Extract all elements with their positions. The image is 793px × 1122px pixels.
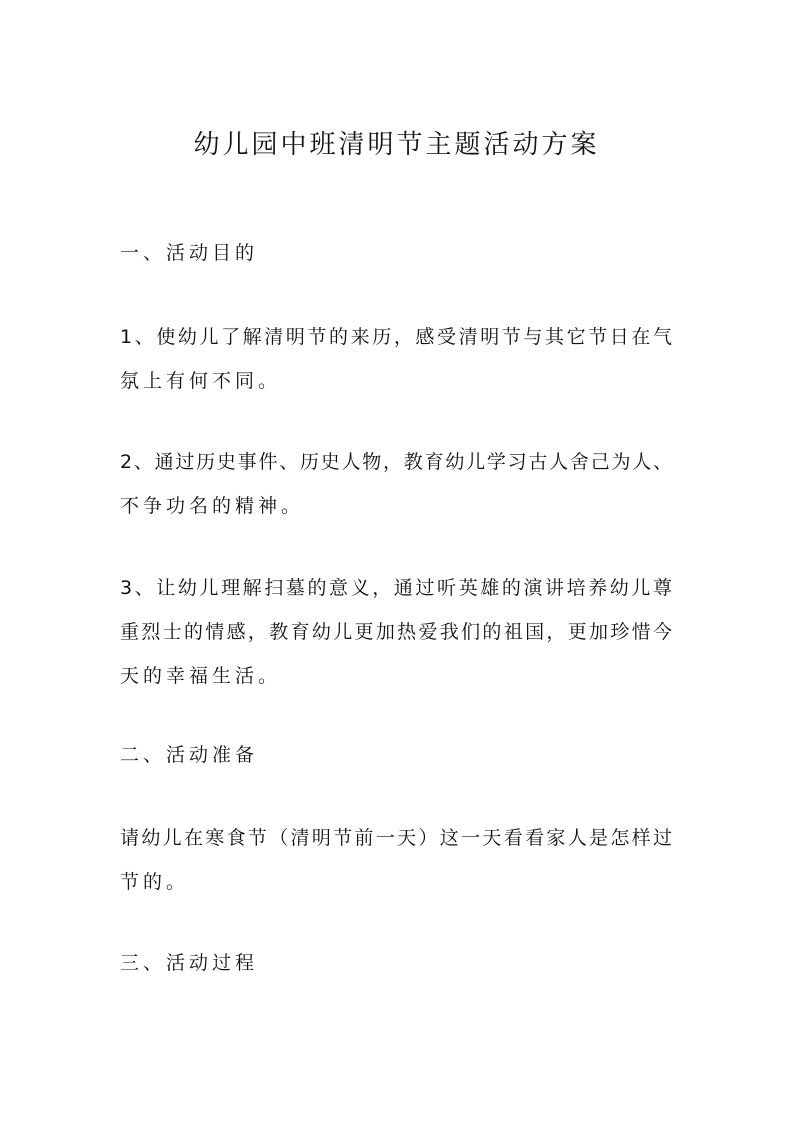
paragraph-line: 重烈士的情感，教育幼儿更加热爱我们的祖国，更加珍惜今 bbox=[120, 621, 672, 643]
paragraph-line: 氛上有何不同。 bbox=[120, 370, 282, 392]
paragraph-goal-2 bbox=[120, 440, 672, 528]
heading-text: 一、活动目的 bbox=[120, 242, 259, 264]
paragraph-line: 3、让幼儿理解扫墓的意义，通过听英雄的演讲培养幼儿尊 bbox=[120, 577, 672, 599]
heading-text: 二、活动准备 bbox=[120, 744, 259, 766]
section-heading-preparation bbox=[120, 733, 672, 777]
section-heading-purpose bbox=[120, 231, 672, 275]
paragraph-line: 2、通过历史事件、历史人物，教育幼儿学习古人舍己为人、 bbox=[120, 451, 672, 473]
document-title: 幼儿园中班清明节主题活动方案 bbox=[193, 130, 600, 160]
paragraph-goal-1 bbox=[120, 315, 672, 403]
paragraph-line: 天的幸福生活。 bbox=[120, 665, 282, 687]
paragraph-line: 请幼儿在寒食节（清明节前一天）这一天看看家人是怎样过 bbox=[120, 827, 672, 849]
section-heading-process bbox=[120, 941, 672, 985]
paragraph-line: 1、使幼儿了解清明节的来历，感受清明节与其它节日在气 bbox=[120, 326, 672, 348]
paragraph-preparation bbox=[120, 816, 672, 904]
heading-text: 三、活动过程 bbox=[120, 952, 259, 974]
paragraph-line: 节的。 bbox=[120, 871, 190, 893]
paragraph-line: 不争功名的精神。 bbox=[120, 495, 305, 517]
paragraph-goal-3 bbox=[120, 566, 672, 698]
